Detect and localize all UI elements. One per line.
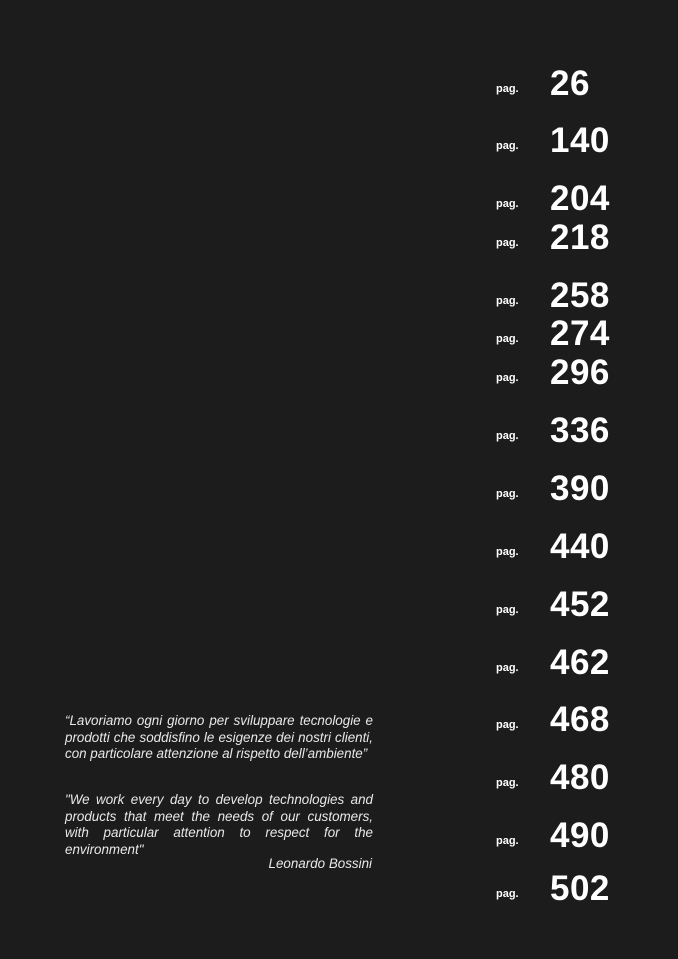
index-entry — [480, 61, 640, 101]
page-number: 336 — [550, 411, 610, 450]
page-number: 140 — [550, 121, 610, 160]
page-prefix: pag. — [496, 430, 519, 442]
page-number: 452 — [550, 585, 610, 624]
page-prefix: pag. — [496, 237, 519, 249]
index-entry — [480, 640, 640, 680]
index-entry — [480, 350, 640, 390]
page-prefix: pag. — [496, 662, 519, 674]
page-prefix: pag. — [496, 488, 519, 500]
page-prefix: pag. — [496, 333, 519, 345]
page-prefix: pag. — [496, 546, 519, 558]
page-number: 390 — [550, 469, 610, 508]
page-prefix: pag. — [496, 295, 519, 307]
page-prefix: pag. — [496, 888, 519, 900]
page-number: 440 — [550, 527, 610, 566]
index-entry — [480, 524, 640, 564]
page-prefix: pag. — [496, 83, 519, 95]
index-entry — [480, 813, 640, 853]
page-prefix: pag. — [496, 719, 519, 731]
index-entry — [480, 118, 640, 158]
page-prefix: pag. — [496, 604, 519, 616]
index-entry — [480, 866, 640, 906]
page-number: 502 — [550, 869, 610, 908]
page-number: 468 — [550, 700, 610, 739]
page-prefix: pag. — [496, 777, 519, 789]
index-entry — [480, 215, 640, 255]
index-entry — [480, 466, 640, 506]
page-number: 462 — [550, 643, 610, 682]
page-number: 218 — [550, 218, 610, 257]
page-prefix: pag. — [496, 372, 519, 384]
quote-italian: “Lavoriamo ogni giorno per sviluppare tecnologie e prodotti che soddisfino le esigenze dei nostri clienti, con particolare attenzione al rispetto dell’ambiente” — [65, 713, 373, 761]
page-number: 490 — [550, 816, 610, 855]
index-entry — [480, 697, 640, 737]
index-entry — [480, 755, 640, 795]
index-entry — [480, 408, 640, 448]
page-prefix: pag. — [496, 140, 519, 152]
page-prefix: pag. — [496, 835, 519, 847]
page-number: 26 — [550, 64, 590, 103]
quote-english: "We work every day to develop technologies and products that meet the needs of our customers, with particular attention to respect for the environment" — [65, 792, 373, 857]
page-number: 258 — [550, 276, 610, 315]
page-number: 204 — [550, 179, 610, 218]
page-number: 296 — [550, 353, 610, 392]
quote-author: Leonardo Bossini — [268, 856, 372, 871]
page-number: 274 — [550, 314, 610, 353]
index-entry — [480, 273, 640, 313]
index-entry — [480, 582, 640, 622]
page-number: 480 — [550, 758, 610, 797]
page-prefix: pag. — [496, 198, 519, 210]
index-entry — [480, 311, 640, 351]
index-entry — [480, 176, 640, 216]
